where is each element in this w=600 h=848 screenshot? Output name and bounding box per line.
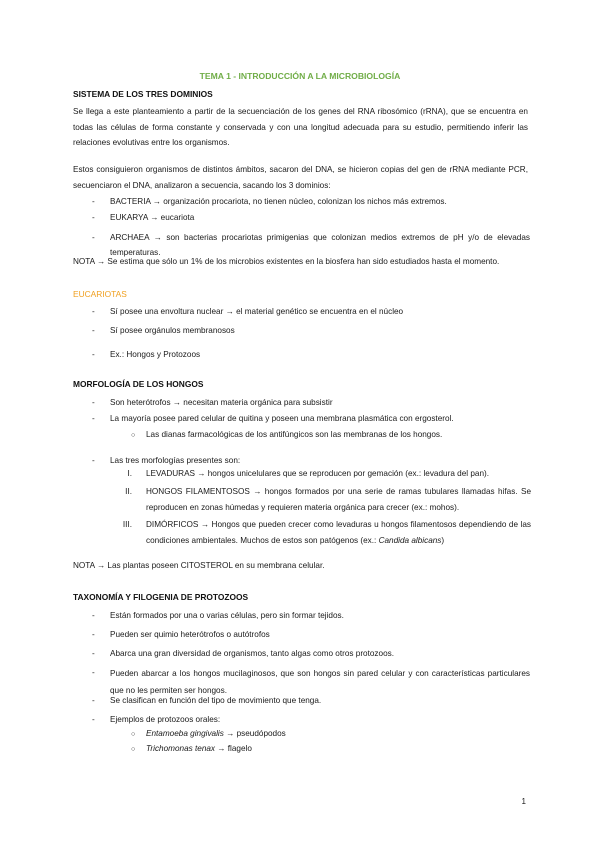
list-item: Pueden ser quimio heterótrofos o autótrofos xyxy=(110,630,270,639)
bullet-dash: - xyxy=(92,350,95,359)
list-item: EUKARYA → eucariota xyxy=(110,213,195,222)
bullet-dash: - xyxy=(92,414,95,423)
list-item: Las tres morfologías presentes son: xyxy=(110,456,241,465)
bullet-dash: - xyxy=(92,611,95,620)
list-item: Ex.: Hongos y Protozoos xyxy=(110,350,201,359)
bullet-dash: - xyxy=(92,326,95,335)
roman-numeral: II. xyxy=(125,487,132,496)
roman-numeral: I. xyxy=(127,469,132,478)
bullet-dash: - xyxy=(92,233,95,242)
circle-bullet-icon: ○ xyxy=(131,432,136,439)
bullet-dash: - xyxy=(92,213,95,222)
heading-eucariotas: EUCARIOTAS xyxy=(73,289,127,299)
circle-bullet-icon: ○ xyxy=(131,731,136,738)
bullet-dash: - xyxy=(92,668,95,677)
species-name: Entamoeba gingivalis xyxy=(146,729,224,738)
list-item: BACTERIA → organización procariota, no tienen núcleo, colonizan los nichos más extremos. xyxy=(110,197,447,206)
bullet-dash: - xyxy=(92,398,95,407)
page-title: TEMA 1 - INTRODUCCIÓN A LA MICROBIOLOGÍA xyxy=(199,71,401,81)
circle-bullet-icon: ○ xyxy=(131,746,136,753)
species-detail: → pseudópodos xyxy=(223,729,286,738)
bullet-dash: - xyxy=(92,715,95,724)
heading-dominios: SISTEMA DE LOS TRES DOMINIOS xyxy=(73,89,213,99)
roman-item-tail: ) xyxy=(441,536,445,545)
sub-list-item xyxy=(146,729,286,738)
heading-hongos: MORFOLOGÍA DE LOS HONGOS xyxy=(73,379,204,389)
roman-numeral: III. xyxy=(122,520,132,529)
roman-item: HONGOS FILAMENTOSOS → hongos formados por una serie de ramas tubulares llamadas hifas. Se reproducen en zonas húmedas y requieren materia orgánica para crecer (ex.: mohos). xyxy=(146,487,531,512)
list-item: ARCHAEA → son bacterias procariotas primigenias que colonizan medios extremos de pH y/o de elevadas temperaturas. xyxy=(110,233,530,257)
roman-item-text: DIMÓRFICOS → Hongos que pueden crecer como levaduras u hongos filamentosos dependiendo de las condiciones ambientales. Muchos de estos son patógenos (ex.: xyxy=(146,520,531,545)
list-item: Sí posee una envoltura nuclear → el material genético se encuentra en el núcleo xyxy=(110,307,404,316)
nota-dominios: NOTA → Se estima que sólo un 1% de los microbios existentes en la biosfera han sido estudiados hasta el momento. xyxy=(73,257,500,266)
species-name: Candida albicans xyxy=(378,536,442,545)
page-number: 1 xyxy=(521,797,526,806)
species-detail: → flagelo xyxy=(215,744,252,753)
roman-item: LEVADURAS → hongos unicelulares que se reproducen por gemación (ex.: levadura del pan). xyxy=(146,469,490,478)
list-item: Ejemplos de protozoos orales: xyxy=(110,715,221,724)
bullet-dash: - xyxy=(92,197,95,206)
sub-list-item: Las dianas farmacológicas de los antifúngicos son las membranas de los hongos. xyxy=(146,430,443,439)
list-item: La mayoría posee pared celular de quitina y poseen una membrana plasmática con ergosterol. xyxy=(110,414,454,423)
bullet-dash: - xyxy=(92,456,95,465)
sub-list-item xyxy=(146,744,252,753)
heading-protozoos: TAXONOMÍA Y FILOGENIA DE PROTOZOOS xyxy=(73,592,249,602)
bullet-dash: - xyxy=(92,696,95,705)
list-item: Están formados por una o varias células, pero sin formar tejidos. xyxy=(110,611,344,620)
bullet-dash: - xyxy=(92,649,95,658)
paragraph-dominios-1: Se llega a este planteamiento a partir de la secuenciación de los genes del RNA ribosómico (rRNA), que se encuentra en todas las células de forma constante y conservada y con una longitud adecuada para su estudio, permitiendo inferir las relaciones evolutivas entre los organismos. xyxy=(73,107,528,147)
list-item: Se clasifican en función del tipo de movimiento que tenga. xyxy=(110,696,322,705)
nota-hongos: NOTA → Las plantas poseen CITOSTEROL en su membrana celular. xyxy=(73,561,325,570)
list-item: Sí posee orgánulos membranosos xyxy=(110,326,235,335)
paragraph-dominios-2: Estos consiguieron organismos de distintos ámbitos, sacaron del DNA, se hicieron copias del gen de rRNA mediante PCR, secuenciaron el DNA, analizaron a secuencia, sacando los 3 dominios: xyxy=(73,165,528,190)
species-name: Trichomonas tenax xyxy=(146,744,216,753)
list-item: Abarca una gran diversidad de organismos, tanto algas como otros protozoos. xyxy=(110,649,394,658)
bullet-dash: - xyxy=(92,630,95,639)
list-item: Son heterótrofos → necesitan materia orgánica para subsistir xyxy=(110,398,333,407)
bullet-dash: - xyxy=(92,307,95,316)
list-item: Pueden abarcar a los hongos mucilaginosos, que son hongos sin pared celular y con características particulares que no les permiten ser hongos. xyxy=(110,669,530,695)
roman-item xyxy=(146,517,531,549)
